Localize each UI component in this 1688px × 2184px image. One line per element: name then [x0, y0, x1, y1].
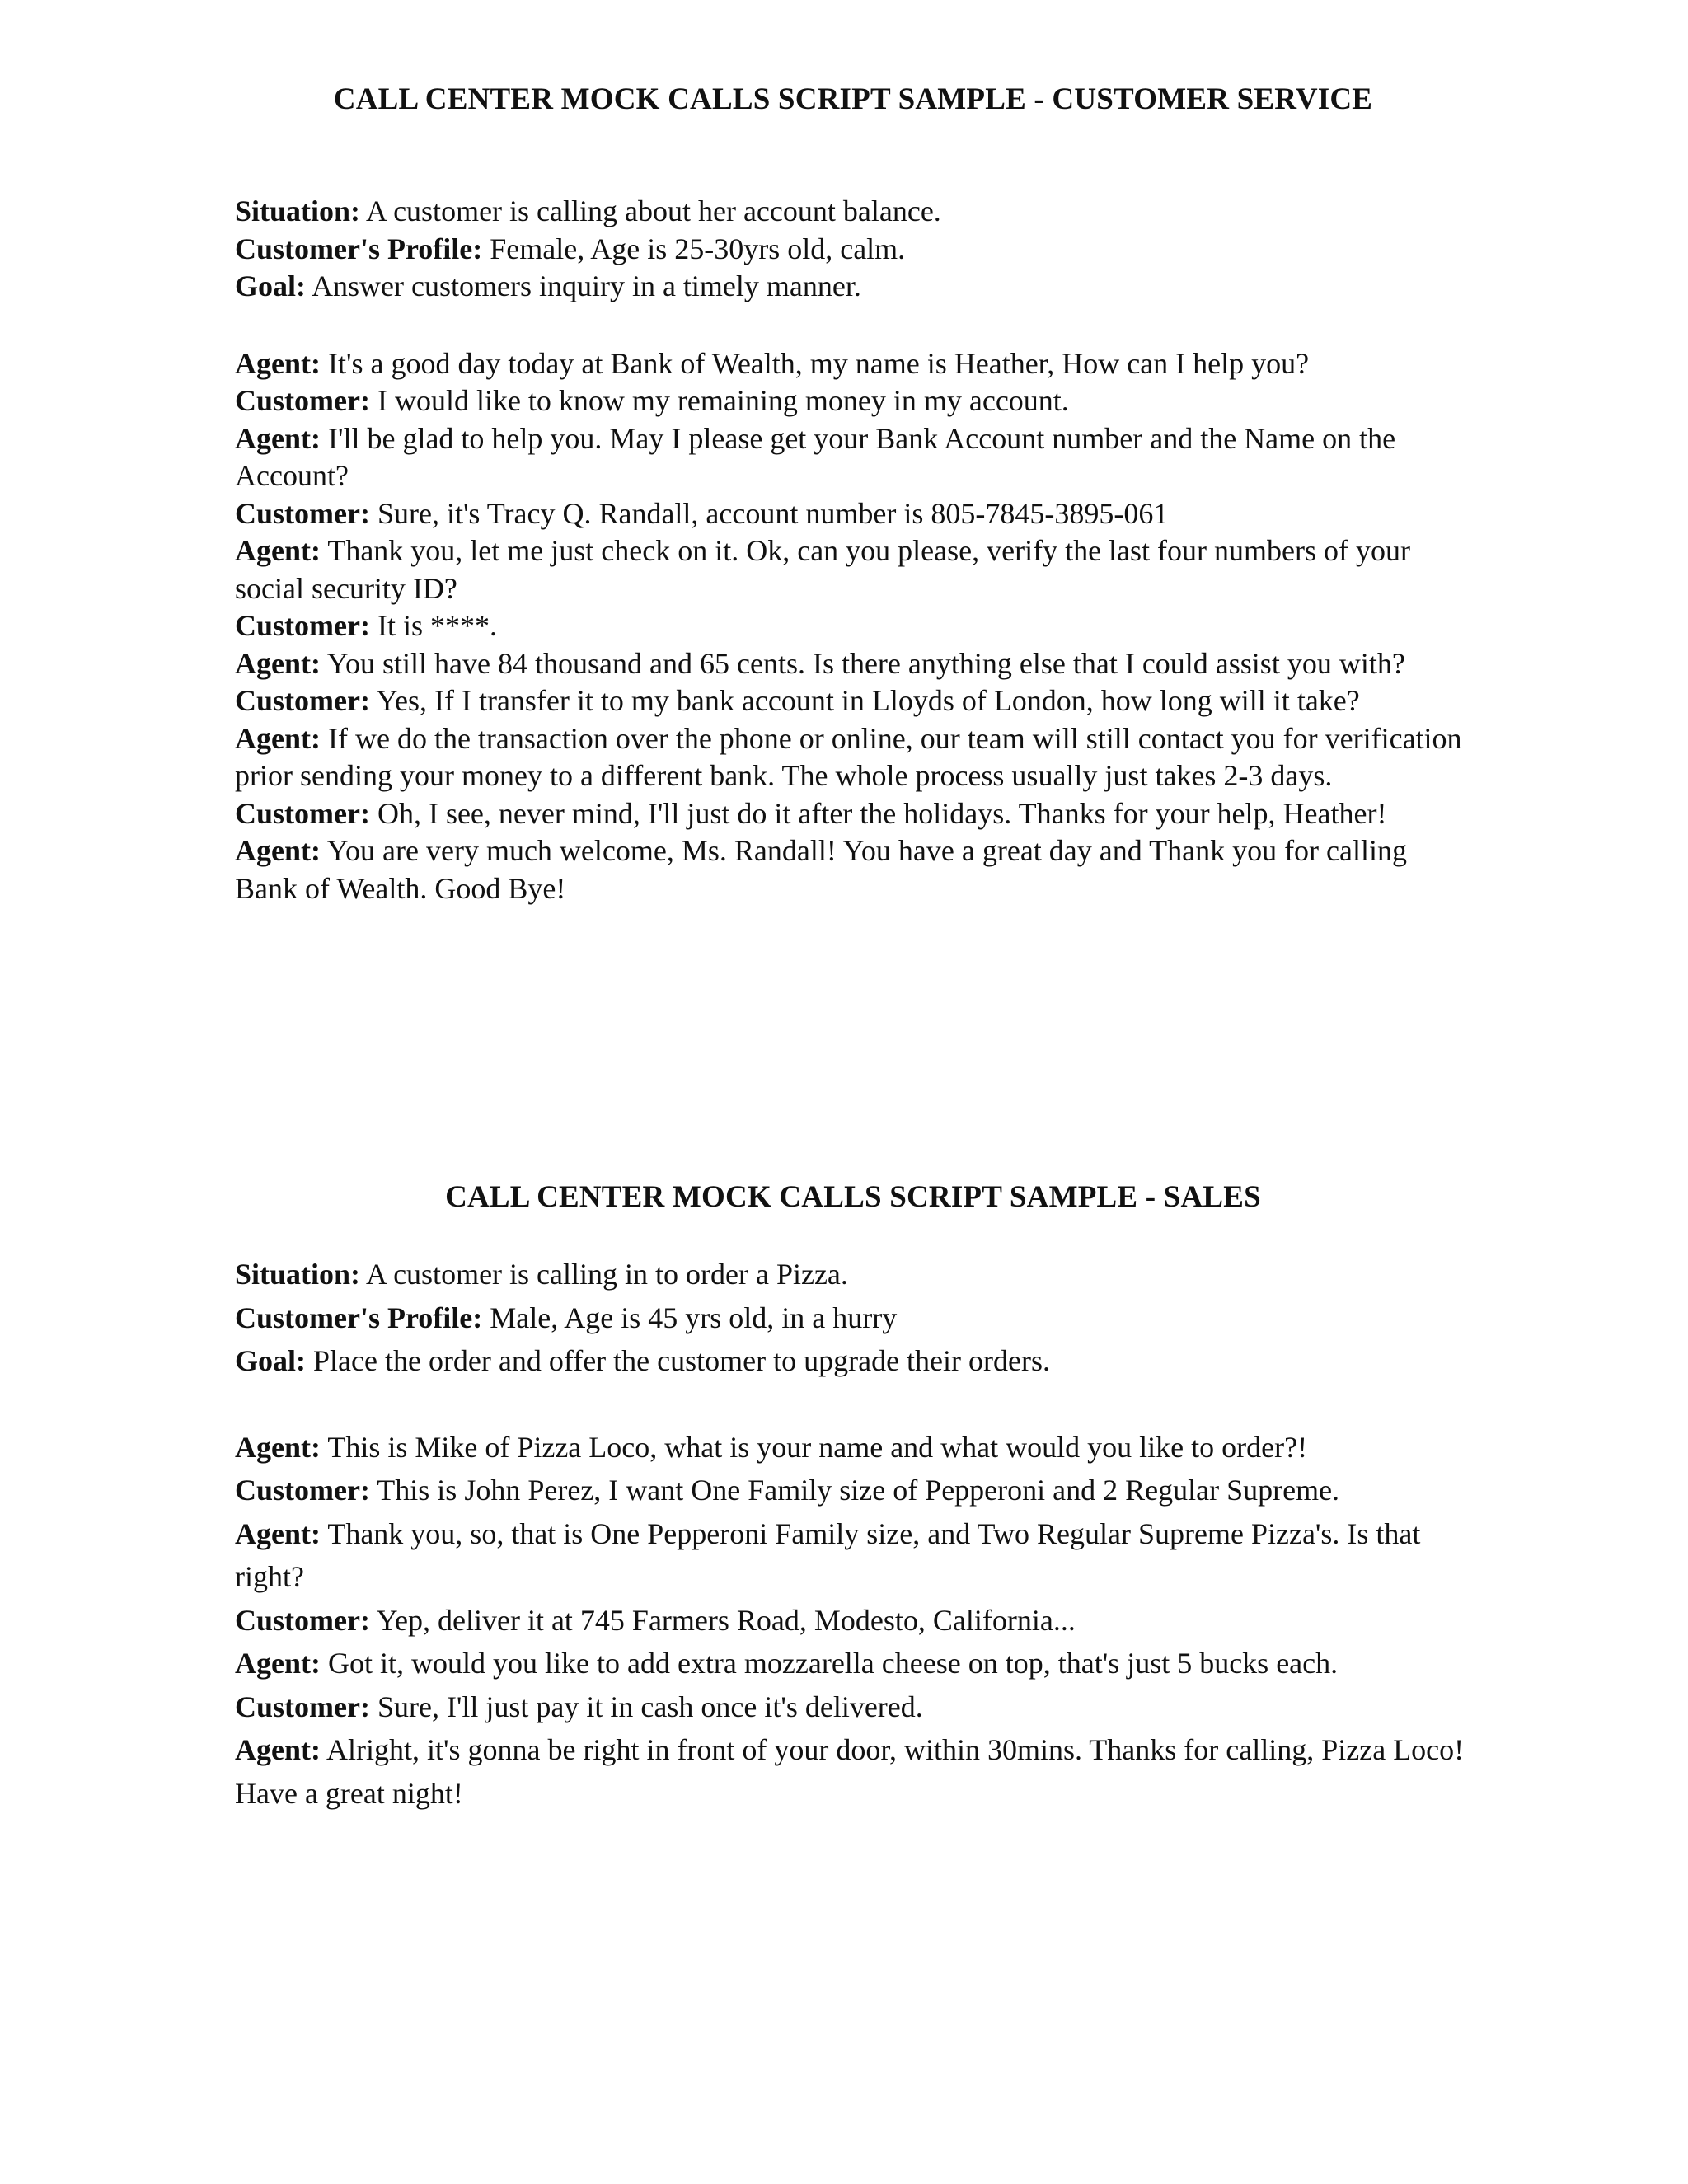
dialogue-line: Agent: Thank you, let me just check on it. Ok, can you please, verify the last four numbers of your social security ID? [235, 534, 1410, 605]
situation-line: Situation: A customer is calling in to order a Pizza. [235, 1258, 848, 1291]
dialogue-line: Agent: Got it, would you like to add extra mozzarella cheese on top, that's just 5 bucks each. [235, 1647, 1339, 1680]
scenario-info [235, 193, 1471, 306]
dialogue-line: Customer: Yes, If I transfer it to my bank account in Lloyds of London, how long will it take? [235, 684, 1360, 717]
scenario-info [235, 1253, 1471, 1383]
dialogue [235, 1426, 1471, 1816]
dialogue-line: Customer: It is ****. [235, 609, 497, 642]
goal-line: Goal: Place the order and offer the customer to upgrade their orders. [235, 1344, 1050, 1377]
section-title: CALL CENTER MOCK CALLS SCRIPT SAMPLE - CUSTOMER SERVICE [333, 82, 1373, 116]
dialogue-line: Agent: If we do the transaction over the phone or online, our team will still contact you for verification prior sending your money to a different bank. The whole process usually just takes 2-3 days. [235, 721, 1462, 792]
dialogue-line: Customer: Yep, deliver it at 745 Farmers Road, Modesto, California... [235, 1603, 1076, 1637]
dialogue-line: Customer: This is John Perez, I want One Family size of Pepperoni and 2 Regular Supreme. [235, 1474, 1340, 1507]
dialogue-line: Agent: Alright, it's gonna be right in front of your door, within 30mins. Thanks for calling, Pizza Loco! Have a great night! [235, 1733, 1465, 1810]
customer-profile-line: Customer's Profile: Female, Age is 25-30yrs old, calm. [235, 232, 906, 265]
spacer [235, 306, 1471, 345]
dialogue-line: Agent: It's a good day today at Bank of Wealth, my name is Heather, How can I help you? [235, 346, 1310, 380]
dialogue-line: Agent: This is Mike of Pizza Loco, what is your name and what would you like to order?! [235, 1430, 1308, 1464]
section-title: CALL CENTER MOCK CALLS SCRIPT SAMPLE - SALES [445, 1180, 1261, 1214]
customer-service-script [235, 79, 1471, 907]
dialogue-line: Customer: Sure, I'll just pay it in cash once it's delivered. [235, 1690, 923, 1723]
goal-line: Goal: Answer customers inquiry in a timely manner. [235, 269, 861, 302]
dialogue [235, 345, 1471, 908]
dialogue-line: Agent: I'll be glad to help you. May I please get your Bank Account number and the Name on the Account? [235, 421, 1396, 492]
dialogue-line: Agent: You still have 84 thousand and 65 cents. Is there anything else that I could assist you with? [235, 646, 1405, 680]
dialogue-line: Customer: I would like to know my remaining money in my account. [235, 384, 1069, 417]
dialogue-line: Agent: You are very much welcome, Ms. Randall! You have a great day and Thank you for calling Bank of Wealth. Good Bye! [235, 834, 1408, 905]
sales-script [235, 1177, 1471, 1815]
dialogue-line: Customer: Oh, I see, never mind, I'll just do it after the holidays. Thanks for your help, Heather! [235, 796, 1387, 830]
customer-profile-line: Customer's Profile: Male, Age is 45 yrs old, in a hurry [235, 1301, 898, 1334]
dialogue-line: Agent: Thank you, so, that is One Pepperoni Family size, and Two Regular Supreme Pizza's. Is that right? [235, 1516, 1421, 1593]
spacer [235, 1383, 1471, 1426]
situation-line: Situation: A customer is calling about her account balance. [235, 194, 941, 227]
dialogue-line: Customer: Sure, it's Tracy Q. Randall, account number is 805-7845-3895-061 [235, 496, 1169, 530]
